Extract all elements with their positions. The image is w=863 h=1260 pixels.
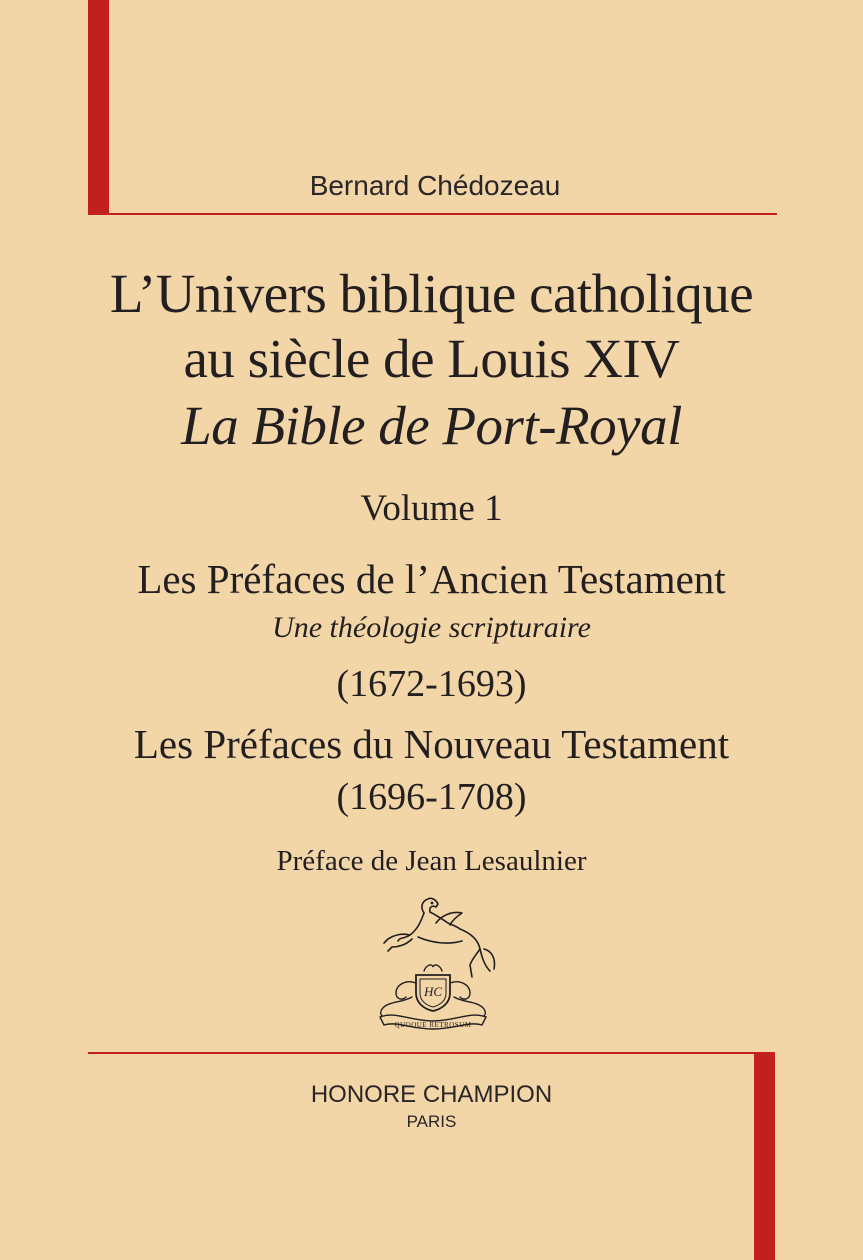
preface-credit: Préface de Jean Lesaulnier [276, 845, 587, 877]
publisher-city: PARIS [406, 1112, 457, 1131]
emblem-monogram: HC [423, 984, 443, 999]
emblem-motto: QUOQUE RETROSUM [394, 1021, 472, 1029]
top-red-rule [109, 213, 777, 215]
pegasus-emblem-icon [366, 893, 500, 1039]
title-line-3: La Bible de Port-Royal [181, 395, 682, 456]
bottom-red-rule [88, 1052, 754, 1054]
volume-label: Volume 1 [360, 488, 503, 529]
part2-dates: (1696-1708) [336, 776, 527, 818]
publisher-name: HONORE CHAMPION [310, 1081, 553, 1108]
title-line-2: au siècle de Louis XIV [183, 328, 680, 389]
part1-subtitle: Une théologie scripturaire [272, 611, 591, 644]
author-name: Bernard Chédozeau [309, 170, 561, 201]
part1-dates: (1672-1693) [336, 663, 527, 705]
part1-title: Les Préfaces de l’Ancien Testament [137, 556, 726, 602]
top-red-bar [88, 0, 109, 215]
part2-title: Les Préfaces du Nouveau Testament [133, 721, 730, 767]
title-line-1: L’Univers biblique catholique [109, 263, 754, 324]
